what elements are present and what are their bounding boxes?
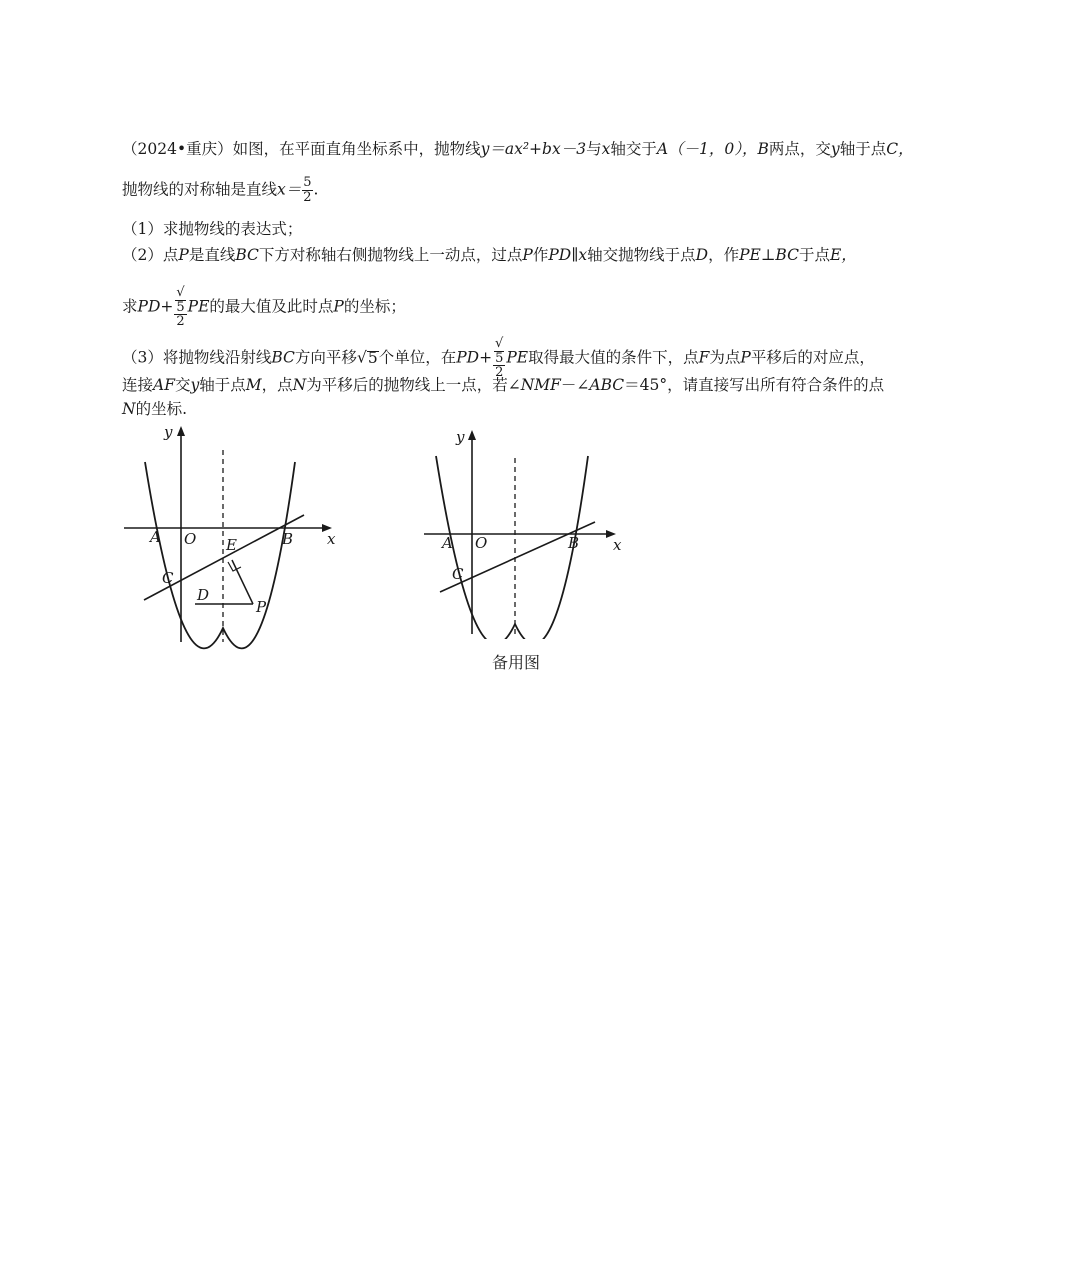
label-c: C <box>452 565 464 583</box>
text: 作 <box>532 246 549 264</box>
radicand: 5 <box>367 348 378 367</box>
question-2 <box>122 244 857 266</box>
label-d: D <box>197 586 210 604</box>
fraction-root5-over-2 <box>174 286 186 329</box>
var: PD+ <box>137 297 174 316</box>
question-3-end <box>122 398 187 420</box>
text: ，点 <box>261 376 293 394</box>
frac-den: 2 <box>176 314 185 329</box>
var: PD+ <box>456 348 493 367</box>
var: D <box>695 246 709 264</box>
intro-prefix: （2024•重庆）如图，在平面直角坐标系中，抛物线 <box>122 140 481 158</box>
var: PE <box>187 297 210 316</box>
var: BC <box>271 348 295 367</box>
label-b: B <box>282 530 294 548</box>
text: 下方对称轴右侧抛物线上一动点，过点 <box>258 246 523 264</box>
symmetry-line: 抛物线的对称轴是直线x＝ $\frac{5}{2}$ . <box>122 175 319 205</box>
label-y: y <box>164 423 173 441</box>
var-x: x <box>601 140 611 158</box>
question-2-cont <box>122 286 406 329</box>
var: P <box>522 246 533 264</box>
parabola-figure-1 <box>120 420 350 650</box>
label-a: A <box>442 534 453 552</box>
text: 连接 <box>122 376 154 394</box>
label-x: x <box>613 536 622 554</box>
label-p: P <box>256 598 267 616</box>
question-3: （3）将抛物线沿射线BC方向平移√5个单位，在PD+ √ 5 2 PE取得最大值的条件下，点F为点P平移后的对应点， <box>122 336 875 380</box>
label-a: A <box>150 528 161 546</box>
text: 交 <box>174 376 191 394</box>
label-c: C <box>162 569 174 587</box>
var: ABC <box>589 376 625 394</box>
text: ＝45°，请直接写出所有符合条件的点 <box>624 376 885 394</box>
var: NMF <box>520 376 561 394</box>
frac-num: √ 5 <box>495 336 504 366</box>
var: BC <box>235 246 259 264</box>
question-3-cont <box>122 374 884 396</box>
text: （1）求抛物线的表达式； <box>122 220 303 238</box>
text: 是直线 <box>188 246 236 264</box>
var: N <box>122 400 136 418</box>
backup-figure-caption: 备用图 <box>492 653 541 672</box>
fraction-5-2 <box>302 176 312 205</box>
var: P <box>178 246 189 264</box>
var: F <box>698 348 710 367</box>
y-axis-arrow <box>468 430 476 440</box>
parabola-curve <box>436 456 588 639</box>
text: 为平移后的抛物线上一点，若∠ <box>306 376 521 394</box>
radicand: 5 <box>495 351 504 366</box>
var: N <box>292 376 307 394</box>
var: AF <box>153 376 175 394</box>
text: 个单位，在 <box>378 348 457 367</box>
frac-den: 2 <box>495 365 504 380</box>
intro-line <box>122 138 914 160</box>
label-b: B <box>568 534 580 552</box>
var: M <box>245 376 262 394</box>
text: 的最大值及此时点 <box>209 297 334 316</box>
segment-pe <box>232 560 253 604</box>
parabola-figure-2 <box>418 424 638 639</box>
text: （2）点 <box>122 246 179 264</box>
text: （3）将抛物线沿射线 <box>122 348 272 367</box>
var-y: y <box>830 140 840 158</box>
label-y: y <box>456 428 465 446</box>
var: P <box>740 348 751 367</box>
var: P <box>333 297 344 316</box>
text: －∠ <box>560 376 590 394</box>
text: 取得最大值的条件下，点 <box>528 348 699 367</box>
text: 求 <box>122 297 138 316</box>
frac-num: √ 5 <box>176 285 185 315</box>
label-x: x <box>327 530 336 548</box>
text: 轴交抛物线于点 <box>587 246 696 264</box>
text: ，作 <box>708 246 740 264</box>
var: PE⊥BC <box>739 246 799 264</box>
var: y <box>190 376 200 394</box>
text: 为点 <box>709 348 741 367</box>
text: 轴交于 <box>610 140 657 158</box>
text: 轴于点 <box>839 140 887 158</box>
parabola-equation: y＝ax²+bx－3 <box>480 140 587 158</box>
y-axis-arrow <box>177 426 185 436</box>
text: 的坐标； <box>343 297 406 316</box>
var: PE <box>506 348 529 367</box>
text: 平移后的对应点， <box>750 348 875 367</box>
var: PD∥x <box>548 246 588 264</box>
frac-num: 5 <box>303 175 312 190</box>
text: 方向平移 <box>294 348 357 367</box>
radicand: 5 <box>176 300 185 315</box>
text: 的坐标. <box>135 400 187 418</box>
text: 两点，交 <box>768 140 831 158</box>
point-a-coord: A（－1，0），B <box>656 140 769 158</box>
point-c: C， <box>886 140 914 158</box>
frac-den: 2 <box>303 190 312 205</box>
label-e: E <box>226 536 237 554</box>
text: 与 <box>586 140 602 158</box>
parabola-curve <box>145 462 295 648</box>
text: 于点 <box>798 246 830 264</box>
question-1 <box>122 218 302 240</box>
var-x-eq: x＝ <box>277 180 302 199</box>
label-o: O <box>475 534 488 552</box>
label-o: O <box>184 530 197 548</box>
text: 轴于点 <box>199 376 246 394</box>
text: 抛物线的对称轴是直线 <box>122 180 278 199</box>
var: E， <box>829 246 857 264</box>
